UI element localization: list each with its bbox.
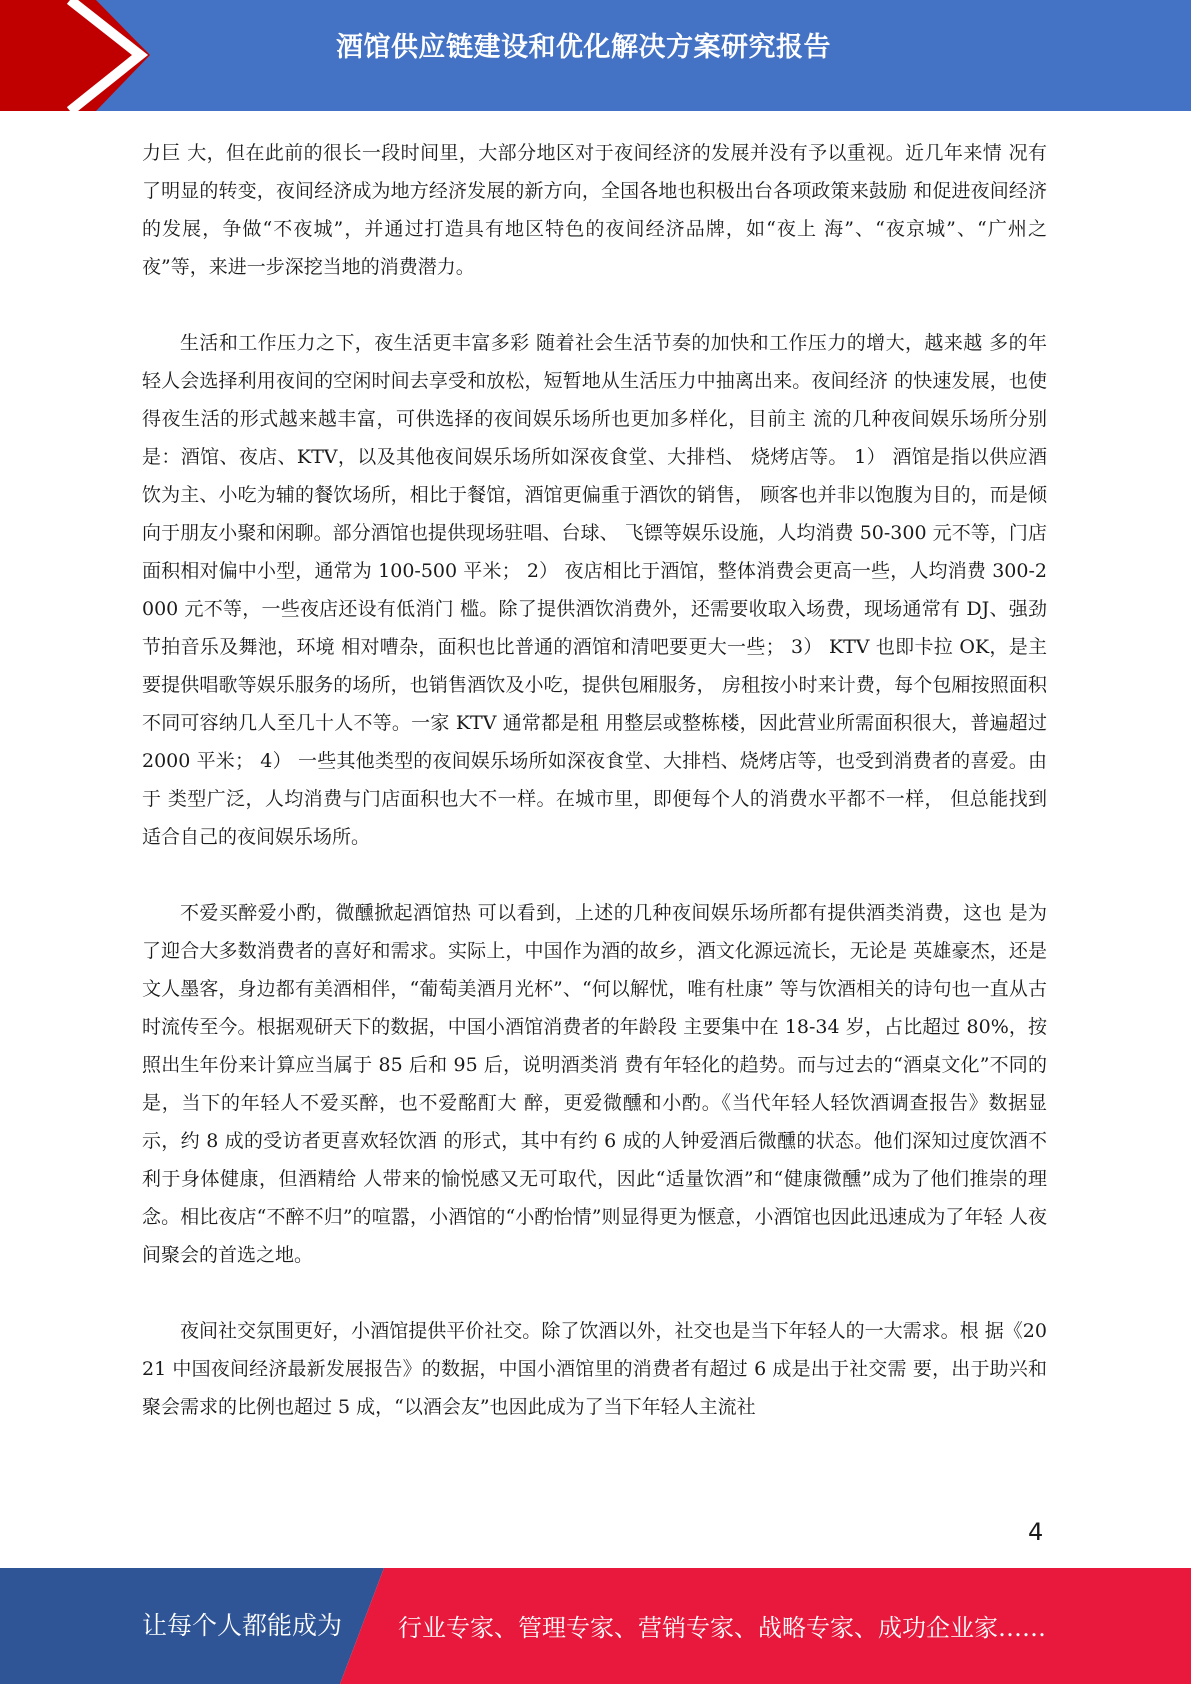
footer-slogan-right: 行业专家、管理专家、营销专家、战略专家、成功企业家……: [398, 1614, 1046, 1642]
header-red-chevron: [0, 0, 160, 111]
paragraph-1: 力巨 大，但在此前的很长一段时间里，大部分地区对于夜间经济的发展并没有予以重视。近几年来情 况有了明显的转变，夜间经济成为地方经济发展的新方向，全国各地也积极出台各项政策来鼓励 和促进夜间经济的发展，争做“不夜城”，并通过打造具有地区特色的夜间经济品牌，如“夜上 海”、“夜京城”、“广州之夜”等，来进一步深挖当地的消费潜力。: [142, 142, 1047, 278]
page-header: [0, 0, 1191, 111]
paragraph-4: 夜间社交氛围更好，小酒馆提供平价社交。除了饮酒以外，社交也是当下年轻人的一大需求。根 据《2021 中国夜间经济最新发展报告》的数据，中国小酒馆里的消费者有超过 6 成是出于社交需 要，出于助兴和聚会需求的比例也超过 5 成，“以酒会友”也因此成为了当下年轻人主流社: [142, 1320, 1047, 1418]
footer-slogan-left: 让每个人都能成为: [142, 1611, 343, 1640]
document-title: 酒馆供应链建设和优化解决方案研究报告: [336, 32, 831, 63]
paragraph-3: 不爱买醉爱小酌，微醺掀起酒馆热 可以看到，上述的几种夜间娱乐场所都有提供酒类消费，这也 是为了迎合大多数消费者的喜好和需求。实际上，中国作为酒的故乡，酒文化源远流长，无论是 英雄豪杰，还是文人墨客，身边都有美酒相伴，“葡萄美酒月光杯”、“何以解忧，唯有杜康” 等与饮酒相关的诗句也一直从古时流传至今。根据观研天下的数据，中国小酒馆消费者的年龄段 主要集中在 18-34 岁，占比超过 80%，按照出生年份来计算应当属于 85 后和 95 后，说明酒类消 费有年轻化的趋势。而与过去的“酒桌文化”不同的是，当下的年轻人不爱买醉，也不爱酩酊大 醉，更爱微醺和小酌。《当代年轻人轻饮酒调查报告》数据显示，约 8 成的受访者更喜欢轻饮酒 的形式，其中有约 6 成的人钟爱酒后微醺的状态。他们深知过度饮酒不利于身体健康，但酒精给 人带来的愉悦感又无可取代，因此“适量饮酒”和“健康微醺”成为了他们推崇的理念。相比夜店“不醉不归”的喧嚣，小酒馆的“小酌怡情”则显得更为惬意，小酒馆也因此迅速成为了年轻 人夜间聚会的首选之地。: [142, 902, 1047, 1266]
paragraph-2: 生活和工作压力之下，夜生活更丰富多彩 随着社会生活节奏的加快和工作压力的增大，越来越 多的年轻人会选择利用夜间的空闲时间去享受和放松，短暂地从生活压力中抽离出来。夜间经济 的快速发展，也使得夜生活的形式越来越丰富，可供选择的夜间娱乐场所也更加多样化，目前主 流的几种夜间娱乐场所分别是：酒馆、夜店、KTV，以及其他夜间娱乐场所如深夜食堂、大排档、 烧烤店等。 1） 酒馆是指以供应酒饮为主、小吃为辅的餐饮场所，相比于餐馆，酒馆更偏重于酒饮的销售， 顾客也并非以饱腹为目的，而是倾向于朋友小聚和闲聊。部分酒馆也提供现场驻唱、台球、 飞镖等娱乐设施，人均消费 50-300 元不等，门店面积相对偏中小型，通常为 100-500 平米； 2） 夜店相比于酒馆，整体消费会更高一些，人均消费 300-2000 元不等，一些夜店还设有低消门 槛。除了提供酒饮消费外，还需要收取入场费，现场通常有 DJ、强劲节拍音乐及舞池，环境 相对嘈杂，面积也比普通的酒馆和清吧要更大一些； 3） KTV 也即卡拉 OK，是主要提供唱歌等娱乐服务的场所，也销售酒饮及小吃，提供包厢服务， 房租按小时来计费，每个包厢按照面积不同可容纳几人至几十人不等。一家 KTV 通常都是租 用整层或整栋楼，因此营业所需面积很大，普遍超过 2000 平米； 4） 一些其他类型的夜间娱乐场所如深夜食堂、大排档、烧烤店等，也受到消费者的喜爱。由于 类型广泛，人均消费与门店面积也大不一样。在城市里，即便每个人的消费水平都不一样， 但总能找到适合自己的夜间娱乐场所。: [142, 332, 1047, 848]
page-footer: [0, 1568, 1191, 1684]
document-body: [142, 134, 1047, 1426]
chevron-red-shape: [0, 0, 150, 111]
page-number: 4: [1028, 1518, 1044, 1546]
